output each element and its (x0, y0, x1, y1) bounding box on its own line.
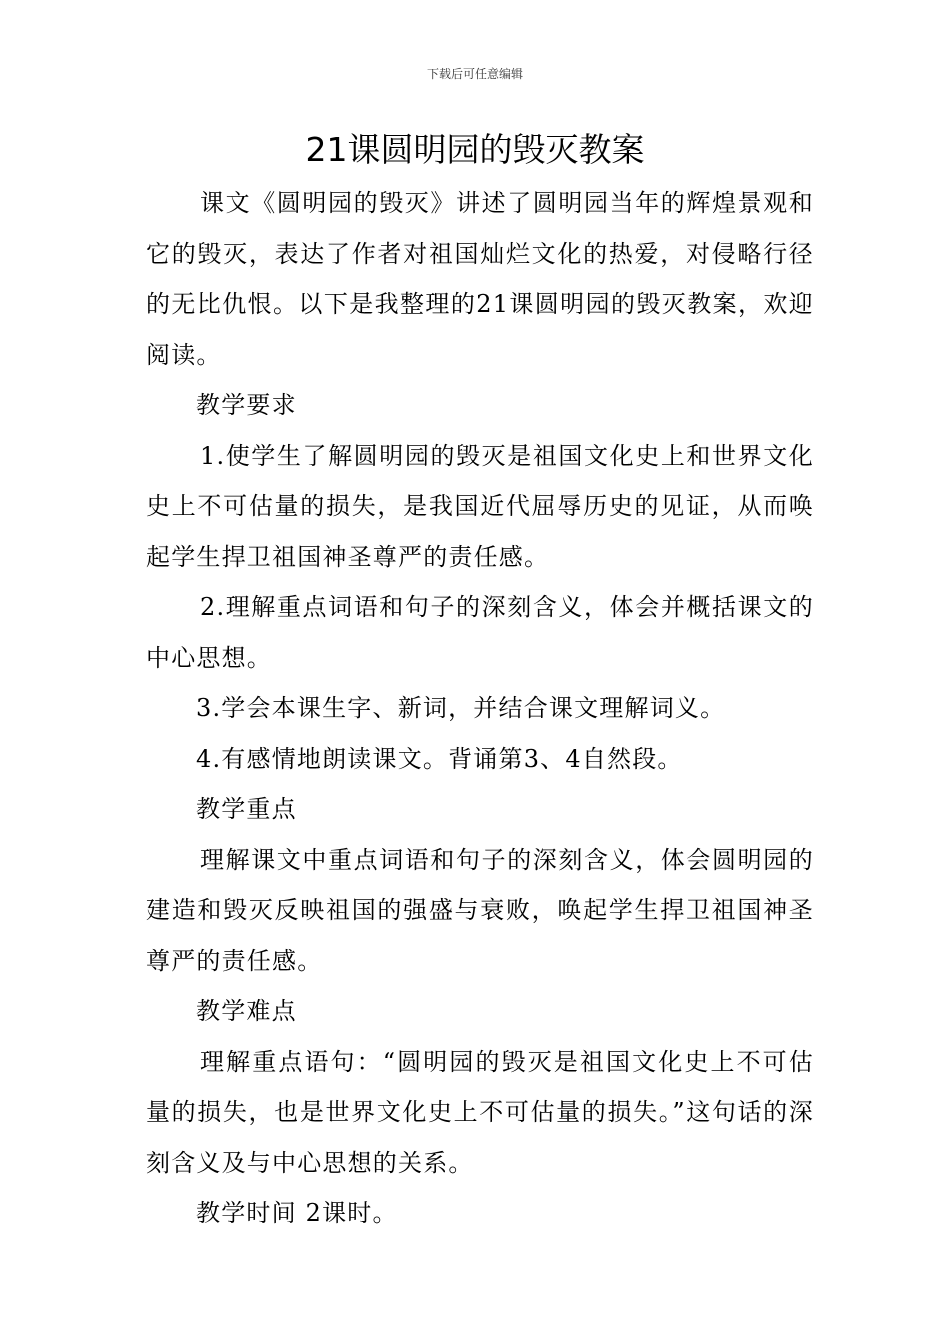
header-note: 下载后可任意编辑 (426, 67, 523, 81)
requirement-item-1: 1.使学生了解圆明园的毁灭是祖国文化史上和世界文化史上不可估量的损失，是我国近代屈辱历史的见证，从而唤起学生捍卫祖国神圣尊严的责任感。 (146, 441, 814, 571)
section-heading-difficulties: 教学难点 (196, 997, 297, 1025)
requirement-item-4: 4.有感情地朗读课文。背诵第3、4自然段。 (196, 744, 683, 773)
intro-paragraph: 课文《圆明园的毁灭》讲述了圆明园当年的辉煌景观和它的毁灭，表达了作者对祖国灿烂文化的热爱，对侵略行径的无比仇恨。以下是我整理的21课圆明园的毁灭教案，欢迎阅读。 (146, 189, 814, 369)
document-body (146, 178, 814, 1239)
key-points-paragraph: 理解课文中重点词语和句子的深刻含义，体会圆明园的建造和毁灭反映祖国的强盛与衰败，唤起学生捍卫祖国神圣尊严的责任感。 (146, 845, 814, 975)
document-title: 21课圆明园的毁灭教案 (305, 130, 645, 169)
teaching-time: 教学时间 2课时。 (196, 1199, 398, 1227)
requirement-item-3: 3.学会本课生字、新词，并结合课文理解词义。 (196, 694, 726, 722)
requirement-item-2: 2.理解重点词语和句子的深刻含义，体会并概括课文的中心思想。 (146, 593, 814, 672)
section-heading-requirements: 教学要求 (196, 391, 297, 419)
difficulties-paragraph: 理解重点语句：“圆明园的毁灭是祖国文化史上不可估量的损失，也是世界文化史上不可估量的损失。”这句话的深刻含义及与中心思想的关系。 (146, 1047, 814, 1177)
section-heading-key-points: 教学重点 (196, 795, 297, 823)
